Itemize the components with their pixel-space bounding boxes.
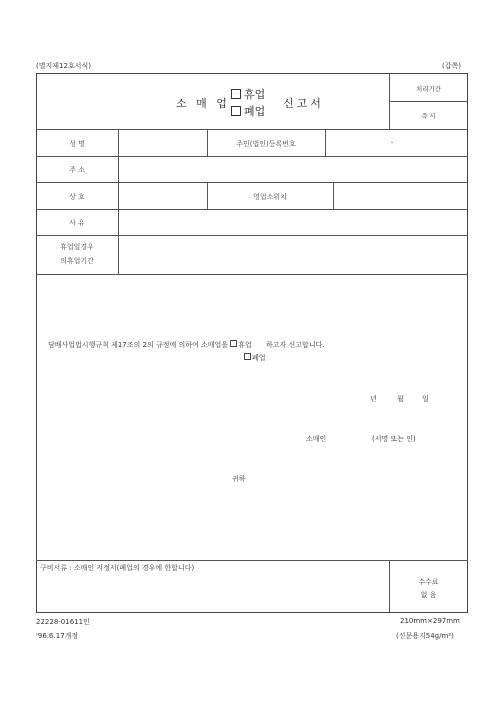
row-line bbox=[36, 274, 468, 275]
footer-revision: '96.6.17개정 bbox=[36, 632, 79, 640]
title-suffix: 신고서 bbox=[283, 97, 324, 110]
sheet-type: (갑쪽) bbox=[442, 62, 461, 70]
suspension-period-label-1: 휴업일경우 bbox=[60, 243, 94, 251]
reg-no-label: 주민(법인)등록번호 bbox=[236, 140, 296, 148]
suspension-period-field[interactable] bbox=[119, 236, 467, 273]
address-label: 주 소 bbox=[69, 166, 85, 174]
signature-label: (서명 또는 인) bbox=[372, 435, 416, 443]
title-option-close: 폐업 bbox=[231, 103, 265, 119]
reason-label: 사 유 bbox=[69, 219, 85, 227]
address-field[interactable] bbox=[119, 157, 467, 181]
name-field[interactable] bbox=[119, 130, 206, 155]
checkbox-icon[interactable] bbox=[230, 340, 237, 347]
reg-no-field[interactable] bbox=[326, 130, 467, 155]
date-month: 월 bbox=[397, 395, 404, 403]
date-year: 년 bbox=[370, 395, 377, 403]
row-line bbox=[36, 560, 468, 561]
applicant-label: 소매인 bbox=[306, 435, 327, 443]
business-location-label: 영업소위치 bbox=[253, 193, 287, 201]
form-number: (별지제12호서식) bbox=[36, 62, 91, 70]
name-label: 성 명 bbox=[69, 140, 85, 148]
reason-field[interactable] bbox=[119, 210, 467, 234]
title-prefix: 소 매 업 bbox=[176, 97, 230, 110]
footer-size: 210mm×297mm bbox=[400, 617, 460, 625]
declaration-statement: 담배사업법시행규칙 제17조의 2의 규정에 의하여 소매업을 휴업 하고자 신고합니다. bbox=[48, 341, 325, 349]
business-location-field[interactable] bbox=[334, 183, 467, 208]
reg-no-separator: - bbox=[390, 139, 394, 147]
declaration-option-close: 폐업 bbox=[244, 353, 266, 363]
fee-label: 수수료 bbox=[418, 578, 439, 586]
suspension-period-label-2: 의휴업기간 bbox=[60, 257, 94, 265]
addressee: 귀하 bbox=[232, 475, 246, 483]
processing-label: 처리기간 bbox=[415, 85, 442, 93]
checkbox-icon[interactable] bbox=[244, 353, 251, 360]
footer-paper: (신문용지54g/m²) bbox=[396, 632, 454, 640]
business-name-label: 상 호 bbox=[69, 193, 85, 201]
date-day: 일 bbox=[422, 395, 429, 403]
checkbox-icon[interactable] bbox=[231, 89, 241, 99]
checkbox-icon[interactable] bbox=[231, 106, 241, 116]
title-option-suspend: 휴업 bbox=[231, 86, 265, 102]
footer-code: 22228-01611민 bbox=[36, 618, 90, 626]
business-name-field[interactable] bbox=[119, 183, 206, 208]
documents-label: 구비서류 : 소매인 지정서(폐업의 경우에 한합니다) bbox=[40, 564, 195, 572]
processing-value: 즉 시 bbox=[421, 112, 436, 120]
processing-divider bbox=[389, 101, 468, 102]
fee-value: 없 음 bbox=[420, 591, 437, 599]
